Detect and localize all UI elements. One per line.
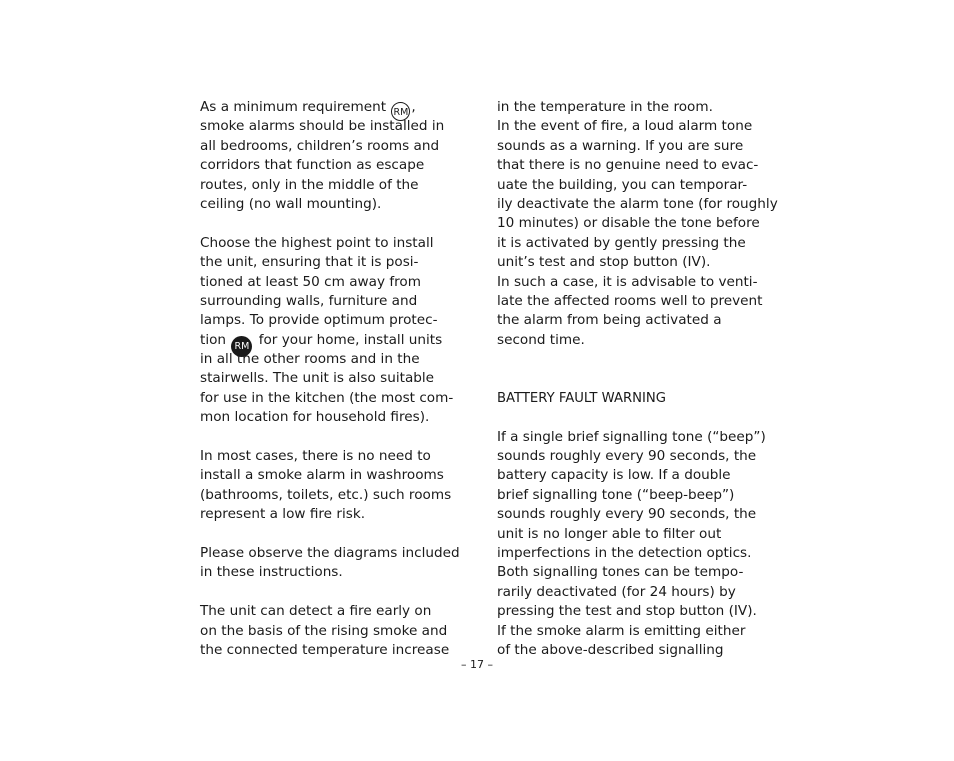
text-line: The unit can detect a fire early on [200,603,432,620]
text-span: , [411,99,416,115]
text-span: tion [200,331,227,348]
text-line: smoke alarms should be installed in [200,118,445,135]
text-line: surrounding walls, furniture and [200,292,418,309]
text-line: install a smoke alarm in washrooms [200,467,444,484]
paragraph-battery-fault [497,428,766,661]
text-line: it is activated by gently pressing the [497,234,746,251]
text-line: second time. [497,331,585,348]
text-line: corridors that function as escape [200,157,425,174]
text-span: As a minimum requirement [200,99,387,115]
text-line [200,98,462,117]
text-line: lamps. To provide optimum protec- [200,312,438,329]
text-line: If a single brief signalling tone (“beep”) [497,428,766,445]
text-line: the unit, ensuring that it is posi- [200,254,419,271]
text-line: for use in the kitchen (the most com- [200,389,454,406]
rm-filled-badge-icon: RM [231,336,252,357]
text-line: mon location for household fires). [200,409,430,426]
text-line: In such a case, it is advisable to venti- [497,273,758,290]
text-line: battery capacity is low. If a double [497,467,731,484]
text-line: Both signalling tones can be tempo- [497,564,744,581]
text-line: stairwells. The unit is also suitable [200,370,435,387]
paragraph-washrooms [200,447,462,525]
text-line: in these instructions. [200,564,343,581]
paragraph-detection [200,602,462,660]
text-line: ceiling (no wall mounting). [200,195,382,212]
section-heading: BATTERY FAULT WARNING [497,390,666,406]
paragraph-diagrams [200,544,462,583]
text-line: that there is no genuine need to evac- [497,157,759,174]
text-line: unit’s test and stop button (IV). [497,254,711,271]
text-line: 10 minutes) or disable the tone before [497,215,760,232]
page-number: – 17 – [461,658,493,671]
text-span: for your home, install units [258,331,443,348]
text-line: the alarm from being activated a [497,312,722,329]
text-line: sounds as a warning. If you are sure [497,137,744,154]
paragraph-gap [497,408,759,427]
paragraph-gap [497,350,759,389]
paragraph-gap [200,214,462,233]
paragraph-gap [200,428,462,447]
text-line: brief signalling tone (“beep-beep”) [497,486,735,503]
paragraph-alarm-tone [497,98,778,350]
text-line: imperfections in the detection optics. [497,545,752,561]
text-line: represent a low fire risk. [200,506,366,523]
text-line: sounds roughly every 90 seconds, the [497,506,757,523]
text-line: In the event of fire, a loud alarm tone [497,118,753,135]
paragraph-highest-point [200,234,462,428]
right-column [497,98,778,660]
text-line: Please observe the diagrams included [200,544,460,561]
text-line: Choose the highest point to install [200,234,434,251]
text-line: If the smoke alarm is emitting either [497,622,746,639]
text-line [200,331,462,350]
text-line: routes, only in the middle of the [200,176,419,193]
text-line: sounds roughly every 90 seconds, the [497,448,757,465]
text-line: pressing the test and stop button (IV). [497,603,757,620]
text-line: in the temperature in the room. [497,99,713,115]
paragraph-gap [200,525,462,544]
text-line: (bathrooms, toilets, etc.) such rooms [200,486,452,503]
text-line: rarily deactivated (for 24 hours) by [497,583,736,600]
paragraph-minimum-requirement [200,98,462,214]
text-line: tioned at least 50 cm away from [200,273,421,290]
text-line: of the above-described signalling [497,641,724,658]
text-line: ily deactivate the alarm tone (for roughly [497,195,778,212]
left-column [200,98,462,660]
text-line: the connected temperature increase [200,641,450,658]
text-line: in all the other rooms and in the [200,351,420,368]
text-line: all bedrooms, children’s rooms and [200,137,440,154]
rm-outline-badge-icon: RM [391,102,410,121]
text-line: late the affected rooms well to prevent [497,292,763,309]
text-line: unit is no longer able to filter out [497,525,722,542]
text-line: on the basis of the rising smoke and [200,622,448,639]
text-line: uate the building, you can temporar- [497,176,748,193]
paragraph-gap [200,583,462,602]
text-line: In most cases, there is no need to [200,448,431,465]
